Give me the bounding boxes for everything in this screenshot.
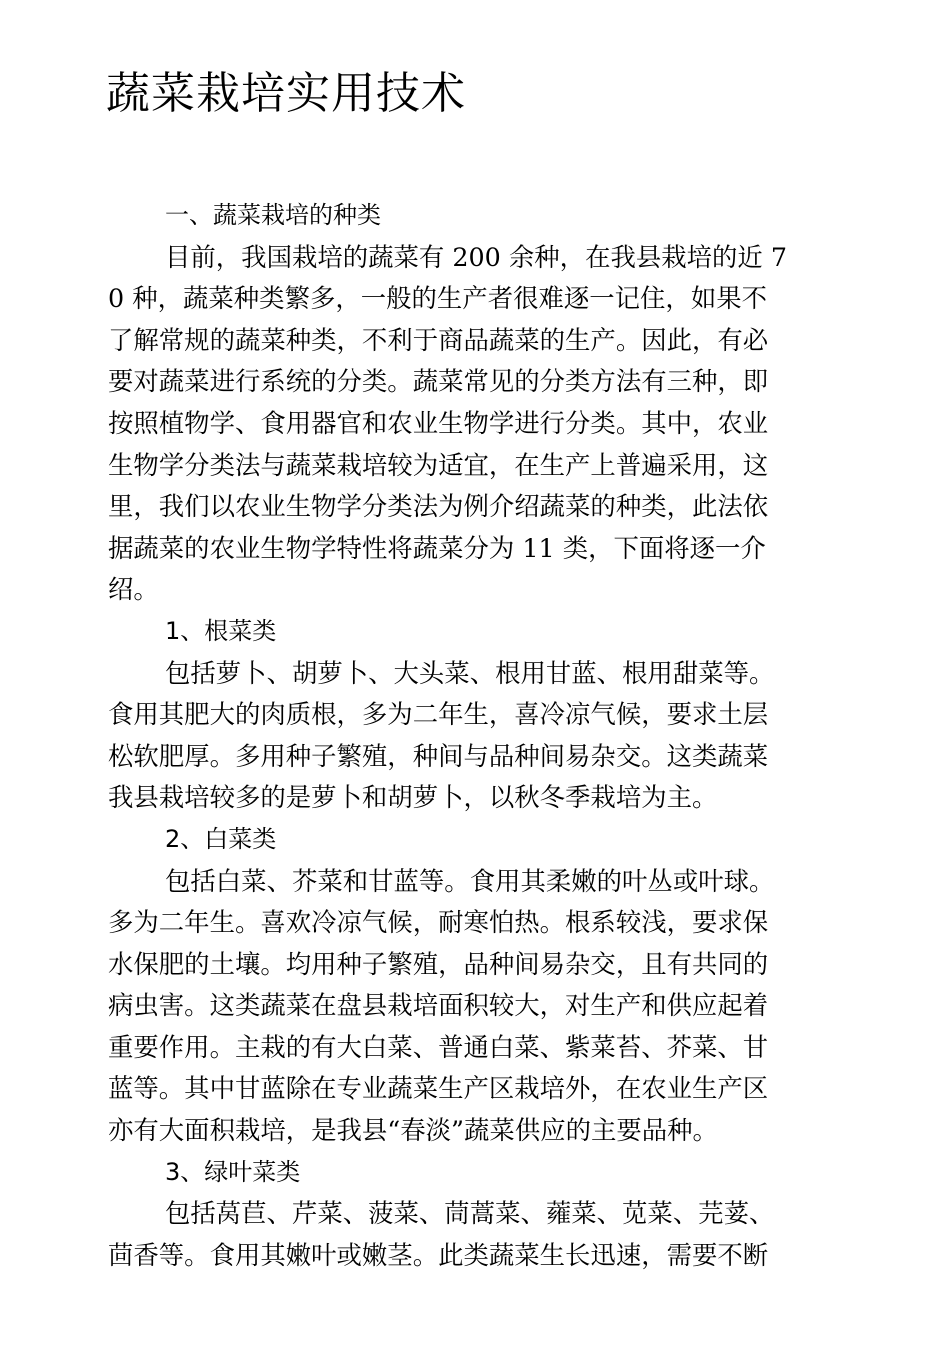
subsection-paragraph — [108, 1193, 848, 1276]
paragraph-line: 松软肥厚。多用种子繁殖，种间与品种间易杂交。这类蔬菜 — [108, 740, 769, 771]
paragraph-line: 亦有大面积栽培，是我县“春淡”蔬菜供应的主要品种。 — [108, 1115, 718, 1146]
paragraph-line: 0 种，蔬菜种类繁多，一般的生产者很难逐一记住，如果不 — [108, 283, 767, 314]
paragraph-line: 重要作用。主栽的有大白菜、普通白菜、紫菜苔、芥菜、甘 — [108, 1031, 769, 1062]
document-title: 蔬菜栽培实用技术 — [106, 68, 466, 119]
paragraph-line: 包括萝卜、胡萝卜、大头菜、根用甘蓝、根用甜菜等。 — [165, 657, 775, 688]
paragraph-line: 茴香等。食用其嫩叶或嫩茎。此类蔬菜生长迅速，需要不断 — [108, 1239, 769, 1270]
document-body — [108, 195, 848, 1276]
subsection-heading-leafy-vegetables: 3、绿叶菜类 — [165, 1157, 301, 1186]
paragraph-line: 多为二年生。喜欢冷凉气候，耐寒怕热。根系较浅，要求保 — [108, 907, 769, 938]
paragraph-line: 包括白菜、芥菜和甘蓝等。食用其柔嫩的叶丛或叶球。 — [165, 865, 775, 896]
paragraph-line: 水保肥的土壤。均用种子繁殖，品种间易杂交，且有共同的 — [108, 948, 769, 979]
paragraph-line: 蓝等。其中甘蓝除在专业蔬菜生产区栽培外，在农业生产区 — [108, 1073, 769, 1104]
paragraph-line: 包括莴苣、芹菜、菠菜、茼蒿菜、蕹菜、苋菜、芫荽、 — [165, 1198, 775, 1229]
subsection-paragraph — [108, 653, 848, 819]
paragraph-line: 了解常规的蔬菜种类，不利于商品蔬菜的生产。因此，有必 — [108, 324, 769, 355]
paragraph-line: 据蔬菜的农业生物学特性将蔬菜分为 11 类，下面将逐一介 — [108, 532, 766, 563]
paragraph-line: 食用其肥大的肉质根，多为二年生，喜冷凉气候，要求土层 — [108, 699, 769, 730]
paragraph-line: 按照植物学、食用器官和农业生物学进行分类。其中，农业 — [108, 407, 769, 438]
paragraph-line: 绍。 — [108, 574, 159, 605]
paragraph-line: 我县栽培较多的是萝卜和胡萝卜，以秋冬季栽培为主。 — [108, 782, 718, 813]
subsection-paragraph — [108, 861, 848, 1152]
paragraph-line: 病虫害。这类蔬菜在盘县栽培面积较大，对生产和供应起着 — [108, 990, 769, 1021]
paragraph-line: 目前，我国栽培的蔬菜有 200 余种，在我县栽培的近 7 — [165, 241, 788, 272]
subsection-heading-root-vegetables: 1、根菜类 — [165, 616, 277, 645]
paragraph-line: 要对蔬菜进行系统的分类。蔬菜常见的分类方法有三种，即 — [108, 366, 769, 397]
paragraph-line: 里，我们以农业生物学分类法为例介绍蔬菜的种类，此法依 — [108, 491, 769, 522]
paragraph-line: 生物学分类法与蔬菜栽培较为适宜，在生产上普遍采用，这 — [108, 449, 769, 480]
section-paragraph — [108, 237, 848, 611]
section-heading: 一、蔬菜栽培的种类 — [165, 201, 381, 229]
subsection-heading-cabbage-vegetables: 2、白菜类 — [165, 824, 277, 853]
